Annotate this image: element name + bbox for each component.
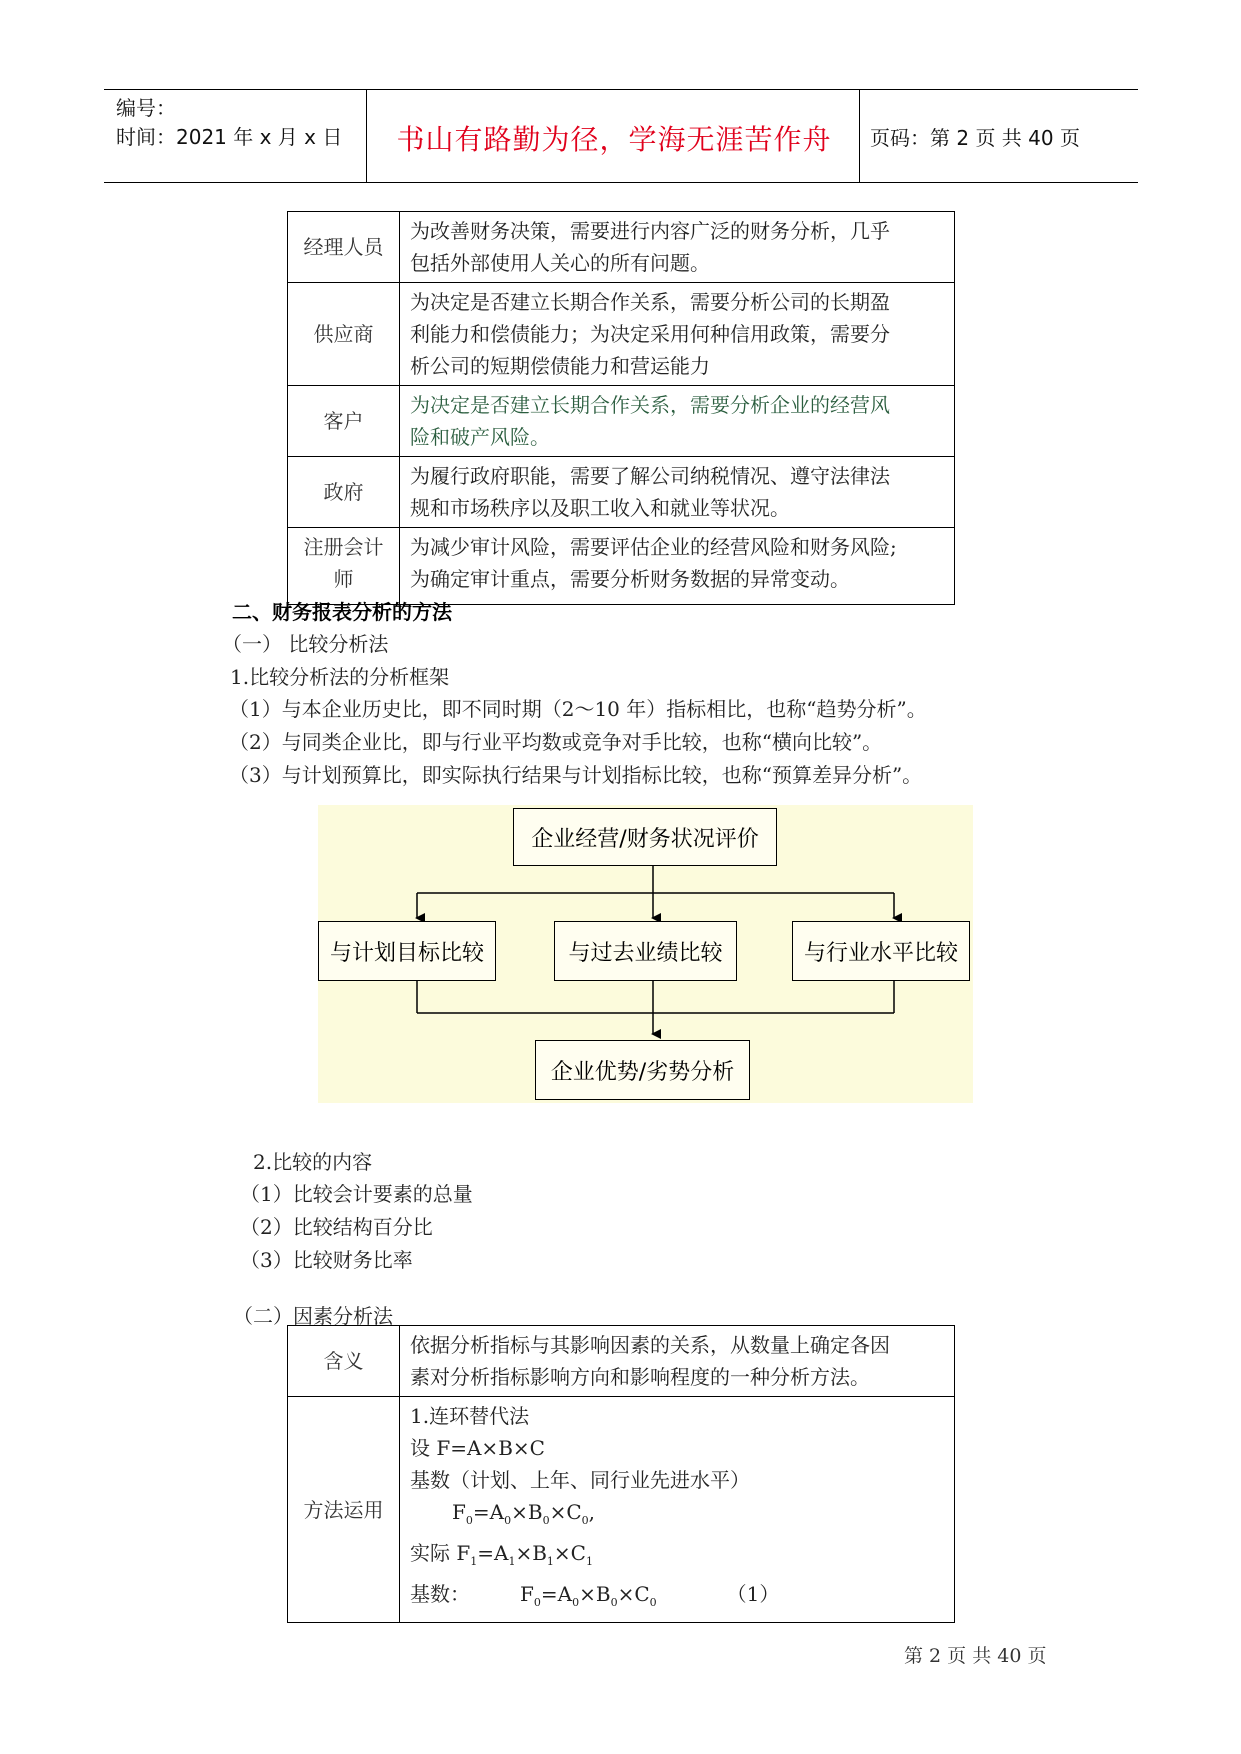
row-value bbox=[400, 1397, 955, 1623]
row-value: 为决定是否建立长期合作关系，需要分析公司的长期盈 利能力和偿债能力；为决定采用何种信用政策，需要分 析公司的短期偿债能力和营运能力 bbox=[400, 283, 955, 386]
table-row bbox=[288, 212, 955, 283]
diagram-box-left: 与计划目标比较 bbox=[318, 921, 496, 981]
comparison-diagram bbox=[318, 805, 973, 1103]
row-key: 经理人员 bbox=[288, 212, 400, 283]
section-heading: 二、财务报表分析的方法 bbox=[232, 600, 452, 624]
diagram-box-middle: 与过去业绩比较 bbox=[554, 921, 737, 981]
header-page-label: 页码：第 2 页 共 40 页 bbox=[870, 126, 1080, 150]
header-divider bbox=[859, 90, 860, 182]
paragraph: （3）与计划预算比，即实际执行结果与计划指标比较，也称“预算差异分析”。 bbox=[229, 763, 923, 787]
table-row bbox=[288, 457, 955, 528]
paragraph: （1）与本企业历史比，即不同时期（2～10 年）指标相比，也称“趋势分析”。 bbox=[229, 697, 927, 721]
method-formula-actual: 实际 $F_1=A_1\times B_1\times C_1$ bbox=[410, 1541, 593, 1568]
row-key: 政府 bbox=[288, 457, 400, 528]
method-formula-base: $F_0=A_0\times B_0\times C_0$, bbox=[452, 1500, 595, 1527]
list-item: （2）比较结构百分比 bbox=[240, 1215, 433, 1239]
table-row bbox=[288, 1397, 955, 1623]
users-table bbox=[287, 211, 955, 605]
item-heading: 1.比较分析法的分析框架 bbox=[230, 665, 450, 689]
table-row bbox=[288, 1326, 955, 1397]
method-line: 1.连环替代法 bbox=[410, 1404, 530, 1428]
subsection-heading: （一） 比较分析法 bbox=[222, 632, 389, 656]
diagram-box-top: 企业经营/财务状况评价 bbox=[513, 808, 777, 866]
time-label: 时间：2021 年 x 月 x 日 bbox=[116, 125, 343, 149]
paragraph: （2）与同类企业比，即与行业平均数或竞争对手比较，也称“横向比较”。 bbox=[229, 730, 883, 754]
page-footer: 第 2 页 共 40 页 bbox=[904, 1645, 1047, 1667]
table-row bbox=[288, 283, 955, 386]
row-key: 供应商 bbox=[288, 283, 400, 386]
table-row bbox=[288, 528, 955, 605]
row-key: 含义 bbox=[288, 1326, 400, 1397]
row-value: 依据分析指标与其影响因素的关系，从数量上确定各因 素对分析指标影响方向和影响程度的一种分析方法。 bbox=[400, 1326, 955, 1397]
factor-analysis-table bbox=[287, 1325, 955, 1623]
list-item: （1）比较会计要素的总量 bbox=[240, 1182, 473, 1206]
row-value: 为履行政府职能，需要了解公司纳税情况、遵守法律法 规和市场秩序以及职工收入和就业等状况。 bbox=[400, 457, 955, 528]
page-header bbox=[104, 89, 1138, 183]
method-line: 基数（计划、上年、同行业先进水平） bbox=[410, 1468, 750, 1492]
list-item: （3）比较财务比率 bbox=[240, 1248, 413, 1272]
diagram-box-right: 与行业水平比较 bbox=[792, 921, 970, 981]
row-value: 为改善财务决策，需要进行内容广泛的财务分析，几乎 包括外部使用人关心的所有问题。 bbox=[400, 212, 955, 283]
header-left bbox=[116, 94, 342, 152]
table-row bbox=[288, 386, 955, 457]
header-divider bbox=[366, 90, 367, 182]
row-key: 注册会计 师 bbox=[288, 528, 400, 605]
row-value: 为减少审计风险，需要评估企业的经营风险和财务风险; 为确定审计重点，需要分析财务数据的异常变动。 bbox=[400, 528, 955, 605]
row-key: 客户 bbox=[288, 386, 400, 457]
number-label: 编号： bbox=[116, 96, 176, 120]
item-heading: 2.比较的内容 bbox=[253, 1150, 373, 1174]
subsection-heading: （二）因素分析法 bbox=[233, 1304, 393, 1328]
diagram-box-bottom: 企业优势/劣势分析 bbox=[535, 1040, 750, 1100]
row-key: 方法运用 bbox=[288, 1397, 400, 1623]
row-value: 为决定是否建立长期合作关系，需要分析企业的经营风 险和破产风险。 bbox=[400, 386, 955, 457]
method-line: 设 F=A×B×C bbox=[410, 1436, 545, 1460]
header-motto: 书山有路勤为径，学海无涯苦作舟 bbox=[396, 123, 832, 156]
method-formula-base-numbered: 基数： $F_0=A_0\times B_0\times C_0$ （1） bbox=[410, 1582, 780, 1609]
